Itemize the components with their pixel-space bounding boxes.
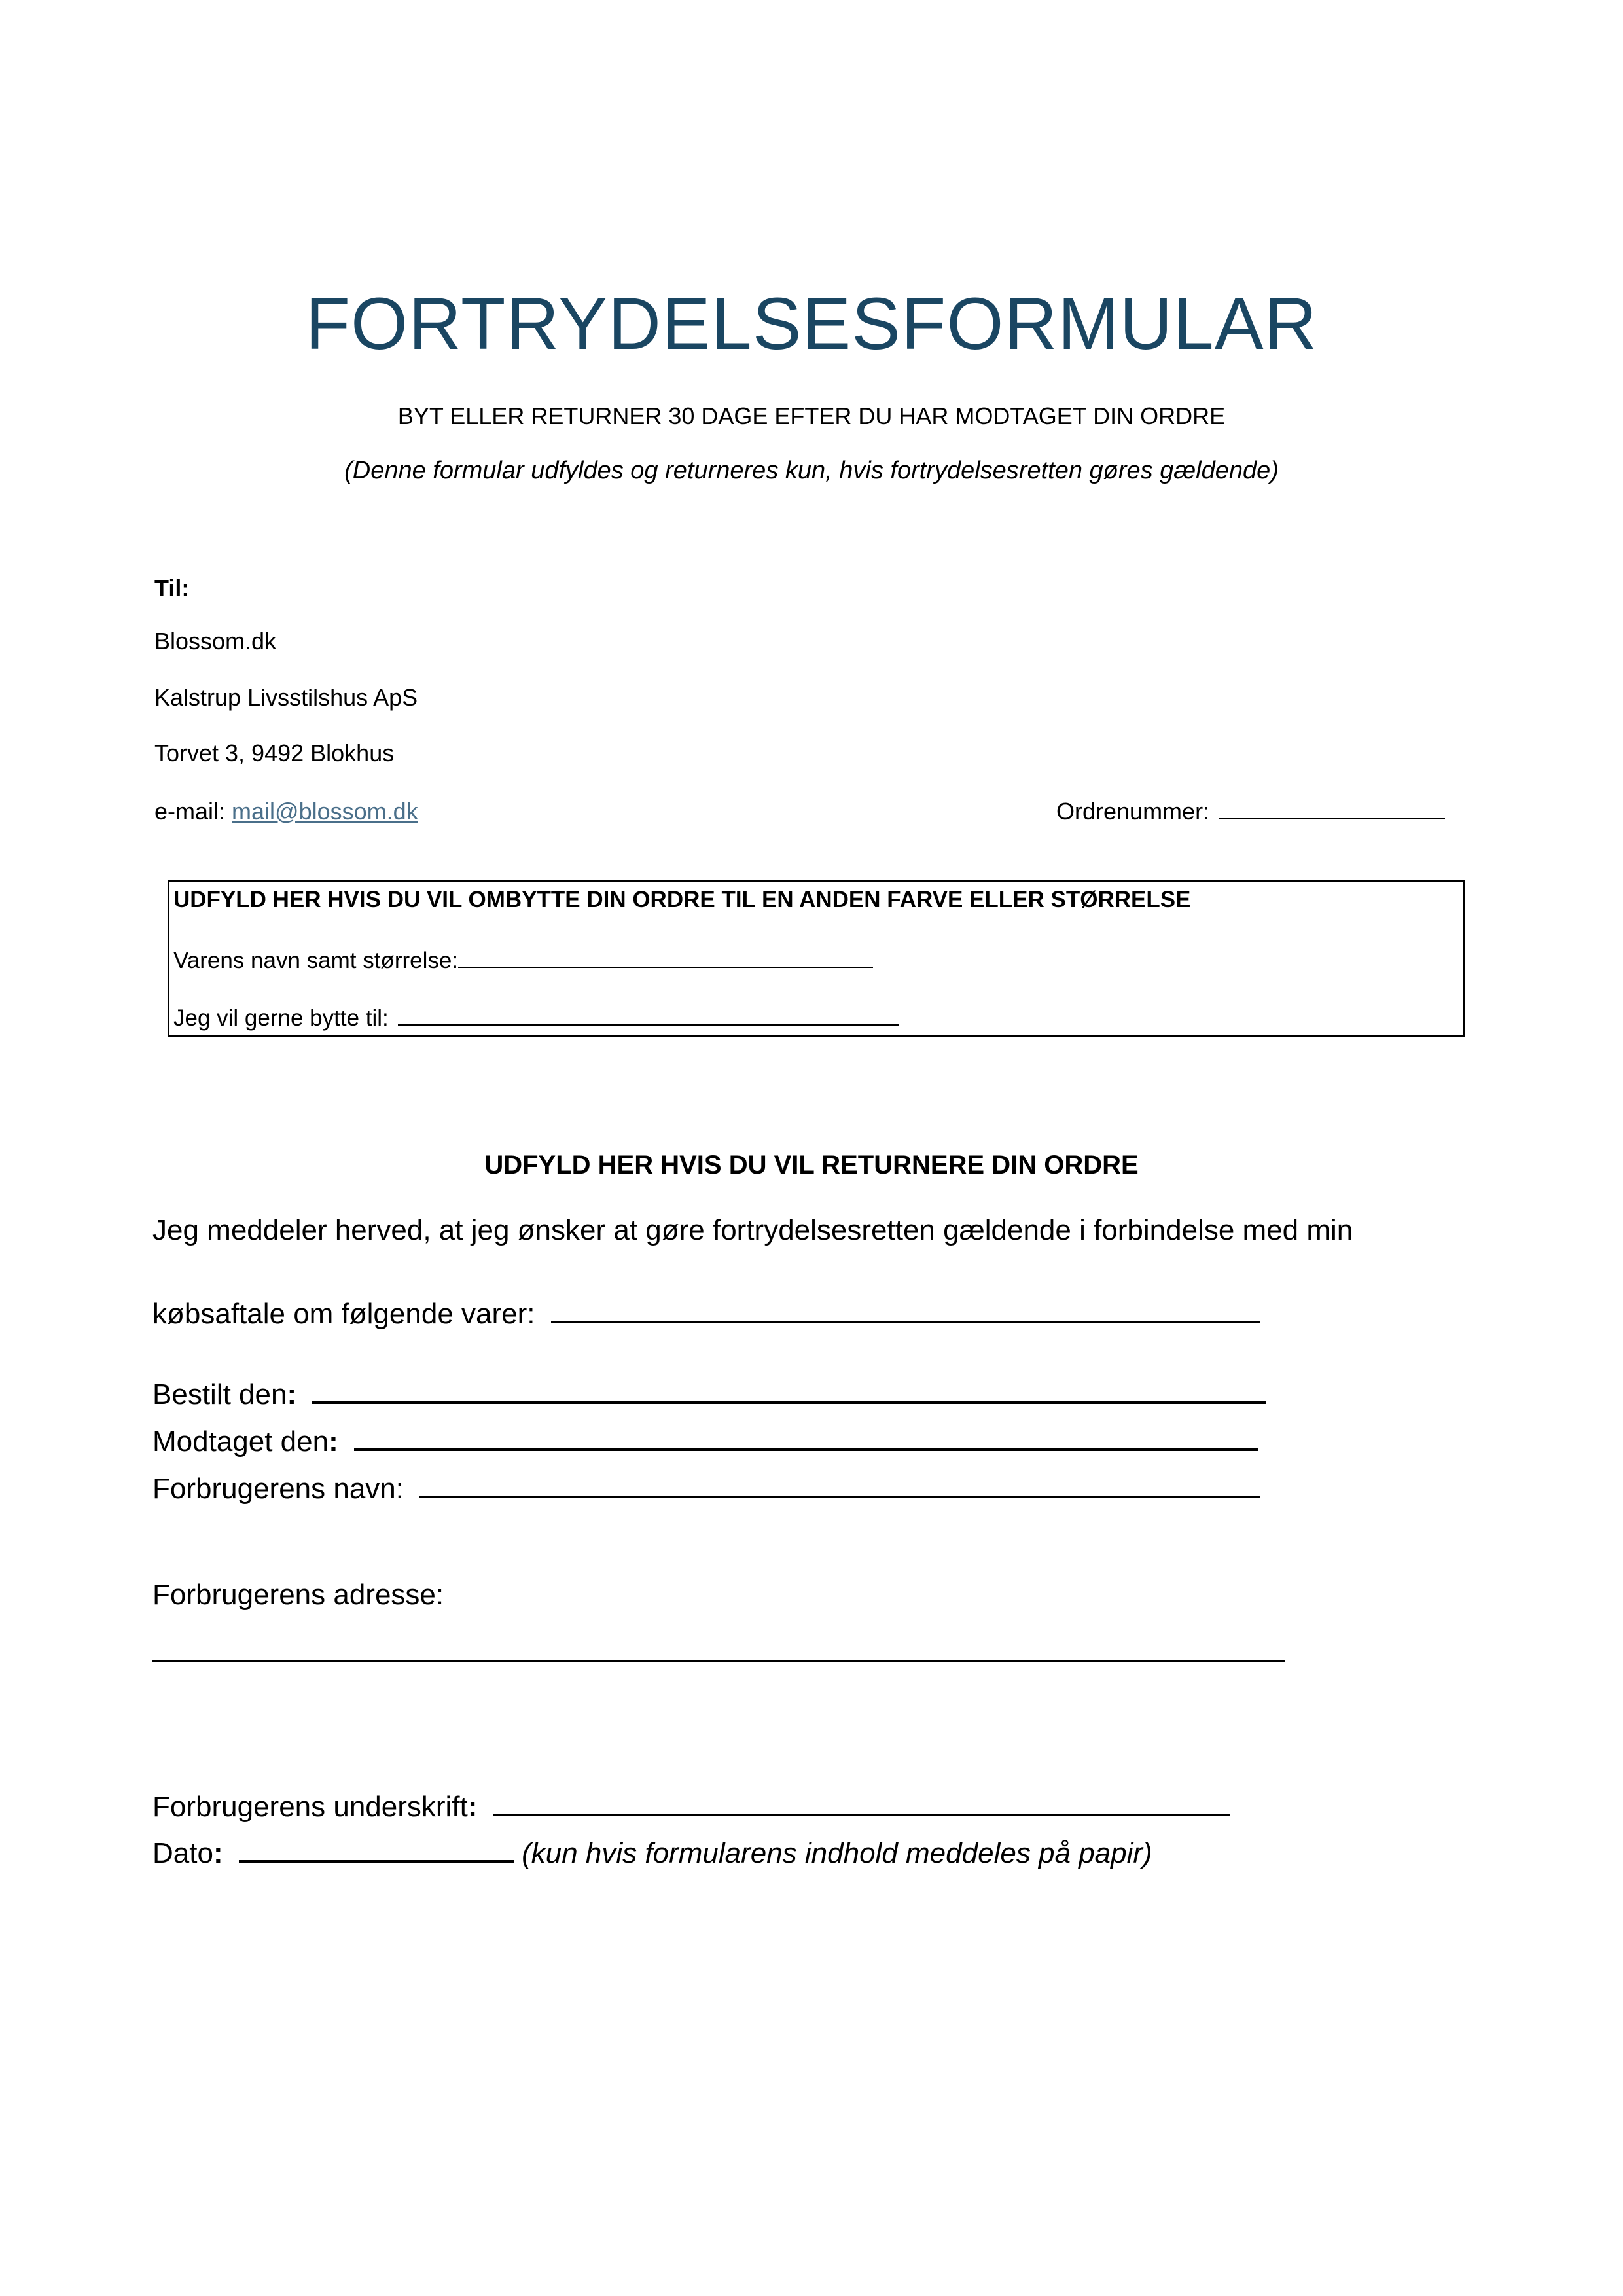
email-link[interactable]: mail@blossom.dk (232, 798, 418, 825)
consumer-name-label: Forbrugerens navn: (152, 1473, 404, 1505)
order-number-field[interactable] (1219, 798, 1445, 819)
company-name: Blossom.dk (154, 628, 277, 655)
received-label: Modtaget den (152, 1426, 329, 1458)
order-number-row (1056, 798, 1445, 825)
date-note: (kun hvis formularens indhold meddeles på papir) (522, 1837, 1152, 1869)
statement-line-2: købsaftale om følgende varer: (152, 1298, 535, 1330)
date-colon: : (213, 1837, 223, 1869)
consumer-address-field[interactable] (152, 1660, 1285, 1662)
exchange-item-label: Varens navn samt størrelse: (173, 948, 459, 973)
page-subtitle: BYT ELLER RETURNER 30 DAGE EFTER DU HAR MODTAGET DIN ORDRE (397, 403, 1226, 429)
date-row (152, 1834, 1152, 1870)
exchange-swap-label: Jeg vil gerne bytte til: (173, 1005, 389, 1031)
signature-field[interactable] (493, 1787, 1230, 1816)
order-number-label: Ordrenummer: (1056, 798, 1210, 825)
signature-row (152, 1787, 1230, 1823)
received-date-field[interactable] (354, 1422, 1258, 1451)
ordered-row (152, 1375, 1266, 1411)
consumer-address-label: Forbrugerens adresse: (152, 1579, 444, 1611)
signature-colon: : (467, 1791, 478, 1823)
exchange-heading: UDFYLD HER HVIS DU VIL OMBYTTE DIN ORDRE TIL EN ANDEN FARVE ELLER STØRRELSE (173, 887, 1191, 912)
ordered-colon: : (287, 1378, 297, 1410)
return-heading: UDFYLD HER HVIS DU VIL RETURNERE DIN ORDRE (484, 1151, 1139, 1179)
date-label: Dato (152, 1837, 213, 1869)
statement-line-2-row (152, 1295, 1260, 1331)
exchange-swap-row (173, 1005, 899, 1031)
ordered-date-field[interactable] (312, 1375, 1266, 1404)
ordered-label: Bestilt den (152, 1378, 287, 1410)
consumer-name-field[interactable] (419, 1469, 1260, 1498)
exchange-item-row (173, 947, 873, 974)
page-note: (Denne formular udfyldes og returneres kun, hvis fortrydelsesretten gøres gældende) (344, 457, 1279, 484)
legal-name: Kalstrup Livsstilshus ApS (154, 684, 418, 711)
to-label: Til: (154, 575, 190, 601)
goods-field[interactable] (551, 1295, 1260, 1323)
signature-label: Forbrugerens underskrift (152, 1791, 468, 1823)
company-address: Torvet 3, 9492 Blokhus (154, 740, 395, 766)
email-row (154, 798, 418, 825)
exchange-item-field[interactable] (458, 947, 873, 968)
page-title: FORTRYDELSESFORMULAR (305, 283, 1318, 365)
exchange-swap-field[interactable] (398, 1005, 899, 1026)
date-field[interactable] (239, 1834, 514, 1863)
received-row (152, 1422, 1258, 1458)
email-label: e-mail: (154, 798, 232, 825)
consumer-name-row (152, 1469, 1260, 1505)
received-colon: : (329, 1426, 338, 1458)
statement-line-1: Jeg meddeler herved, at jeg ønsker at gøre fortrydelsesretten gældende i forbindelse med min (152, 1214, 1353, 1246)
